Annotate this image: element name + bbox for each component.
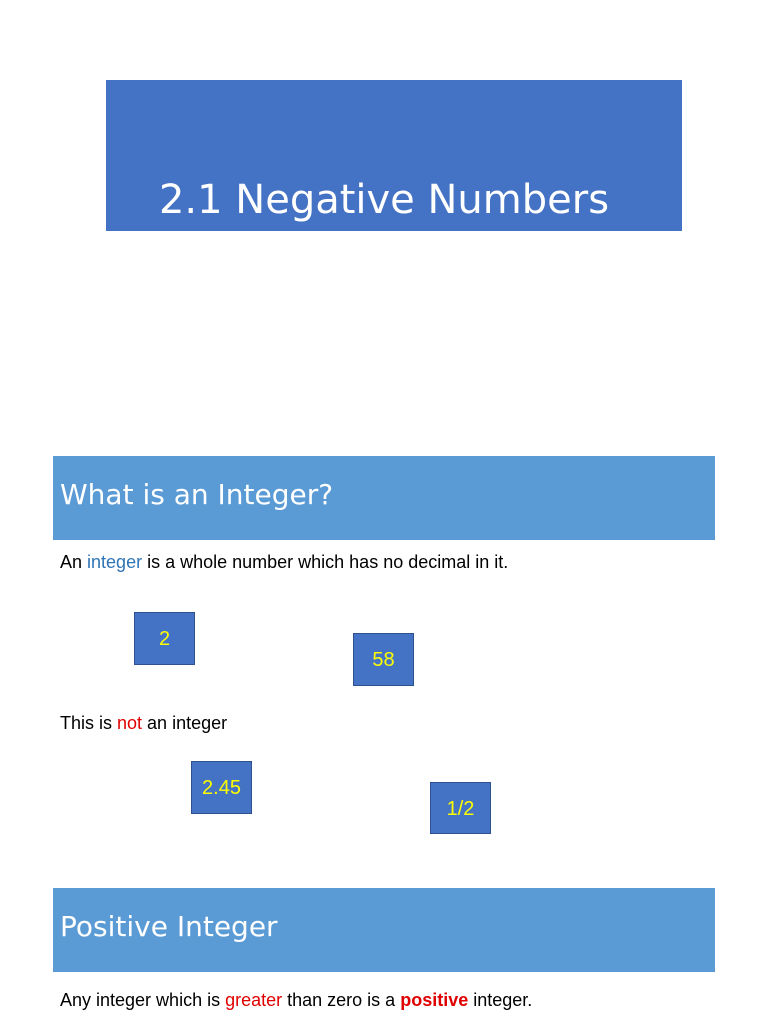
integer-example-box: 2 bbox=[134, 612, 195, 665]
definition-text-start: An bbox=[60, 552, 88, 572]
positive-integer-definition bbox=[60, 989, 532, 1011]
integer-definition bbox=[60, 551, 508, 573]
integer-example-box: 58 bbox=[353, 633, 414, 686]
page-title: 2.1 Negative Numbers bbox=[158, 177, 610, 223]
not-integer-text-end: an integer bbox=[142, 713, 228, 733]
positive-text-end: integer. bbox=[468, 990, 533, 1010]
positive-text-start: Any integer which is bbox=[60, 990, 226, 1010]
not-keyword: not bbox=[117, 713, 143, 733]
non-integer-example-box: 1/2 bbox=[430, 782, 491, 834]
section-banner-integer bbox=[53, 456, 715, 540]
definition-text-end: is a whole number which has no decimal in it. bbox=[142, 552, 509, 572]
greater-keyword: greater bbox=[225, 990, 283, 1010]
non-integer-example-box: 2.45 bbox=[191, 761, 252, 814]
section-heading-integer: What is an Integer? bbox=[60, 478, 334, 511]
positive-text-middle: than zero is a bbox=[282, 990, 401, 1010]
not-integer-text-start: This is bbox=[60, 713, 118, 733]
positive-keyword: positive bbox=[400, 990, 469, 1010]
not-integer-statement bbox=[60, 712, 227, 734]
section-banner-positive-integer bbox=[53, 888, 715, 972]
integer-keyword: integer bbox=[87, 552, 143, 572]
section-heading-positive-integer: Positive Integer bbox=[60, 910, 278, 943]
